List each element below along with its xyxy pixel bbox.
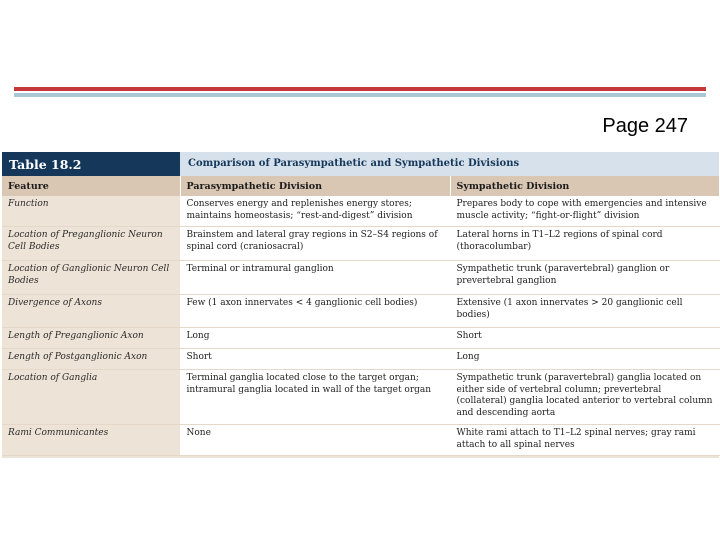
feature-cell: Location of Preganglionic Neuron Cell Bodies (2, 227, 180, 261)
feature-cell: Function (2, 196, 180, 227)
parasympathetic-cell: Short (180, 349, 450, 370)
header-sympathetic: Sympathetic Division (450, 176, 719, 196)
header-rule-blue (14, 93, 706, 97)
table-row (2, 349, 719, 370)
table-row (2, 227, 719, 261)
parasympathetic-cell: None (180, 425, 450, 456)
feature-cell: Rami Communicantes (2, 425, 180, 456)
parasympathetic-cell: Long (180, 328, 450, 349)
feature-cell: Divergence of Axons (2, 295, 180, 328)
sympathetic-cell: Sympathetic trunk (paravertebral) ganglion or prevertebral ganglion (450, 261, 719, 295)
table-title-bar (2, 152, 719, 176)
parasympathetic-cell: Conserves energy and replenishes energy stores; maintains homeostasis; “rest-and-digest” division (180, 196, 450, 227)
sympathetic-cell: Sympathetic trunk (paravertebral) ganglia located on either side of vertebral column; prevertebral (collateral) ganglia located anterior to vertebral column and descending aorta (450, 370, 719, 425)
comparison-table (2, 152, 719, 458)
table-row (2, 196, 719, 227)
feature-cell: Length of Preganglionic Axon (2, 328, 180, 349)
sympathetic-cell: Lateral horns in T1–L2 regions of spinal cord (thoracolumbar) (450, 227, 719, 261)
parasympathetic-cell: Few (1 axon innervates < 4 ganglionic cell bodies) (180, 295, 450, 328)
table-header-row (2, 176, 719, 196)
parasympathetic-cell: Terminal or intramural ganglion (180, 261, 450, 295)
parasympathetic-cell: Terminal ganglia located close to the target organ; intramural ganglia located in wall of the target organ (180, 370, 450, 425)
table-row (2, 328, 719, 349)
parasympathetic-cell: Brainstem and lateral gray regions in S2–S4 regions of spinal cord (craniosacral) (180, 227, 450, 261)
table-row (2, 295, 719, 328)
sympathetic-cell: Long (450, 349, 719, 370)
table-row (2, 425, 719, 456)
table-body (2, 176, 720, 456)
sympathetic-cell: Prepares body to cope with emergencies and intensive muscle activity; “fight-or-flight” division (450, 196, 719, 227)
feature-cell: Length of Postganglionic Axon (2, 349, 180, 370)
sympathetic-cell: Extensive (1 axon innervates > 20 ganglionic cell bodies) (450, 295, 719, 328)
sympathetic-cell: White rami attach to T1–L2 spinal nerves; gray rami attach to all spinal nerves (450, 425, 719, 456)
feature-cell: Location of Ganglionic Neuron Cell Bodies (2, 261, 180, 295)
table-bottom-rule (2, 456, 719, 458)
table-number: Table 18.2 (9, 157, 82, 172)
page-label: Page 247 (602, 115, 688, 137)
header-parasympathetic: Parasympathetic Division (180, 176, 450, 196)
sympathetic-cell: Short (450, 328, 719, 349)
header-feature: Feature (2, 176, 180, 196)
table-row (2, 370, 719, 425)
header-rule-red (14, 87, 706, 91)
feature-cell: Location of Ganglia (2, 370, 180, 425)
table-title: Comparison of Parasympathetic and Sympathetic Divisions (180, 152, 719, 176)
table-row (2, 261, 719, 295)
